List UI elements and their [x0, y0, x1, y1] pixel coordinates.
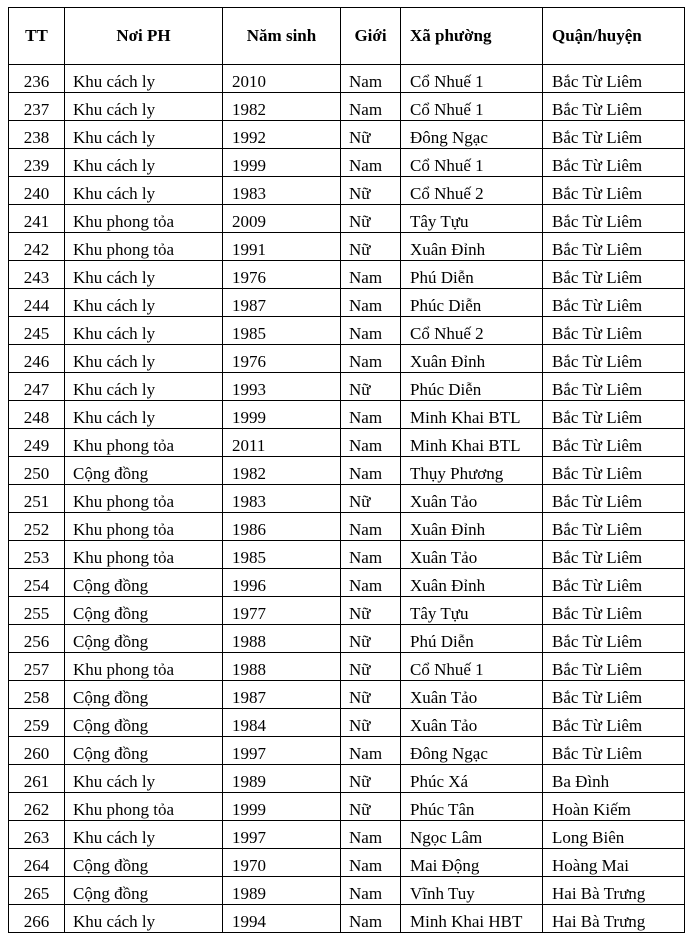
cell-year: 1976	[223, 345, 341, 373]
cell-place: Khu cách ly	[65, 373, 223, 401]
cell-ward: Phúc Diễn	[401, 289, 543, 317]
cell-place: Khu cách ly	[65, 261, 223, 289]
cell-place: Khu cách ly	[65, 177, 223, 205]
cell-gender: Nữ	[341, 373, 401, 401]
cell-year: 2011	[223, 429, 341, 457]
cell-place: Khu cách ly	[65, 345, 223, 373]
cell-place: Khu phong tỏa	[65, 485, 223, 513]
cell-ward: Xuân Tảo	[401, 709, 543, 737]
cell-tt: 250	[9, 457, 65, 485]
cell-tt: 261	[9, 765, 65, 793]
cell-year: 1970	[223, 849, 341, 877]
cell-district: Bắc Từ Liêm	[543, 289, 685, 317]
cell-year: 1992	[223, 121, 341, 149]
cell-gender: Nữ	[341, 597, 401, 625]
cell-ward: Phúc Tân	[401, 793, 543, 821]
table-row	[9, 93, 685, 121]
cell-ward: Đông Ngạc	[401, 121, 543, 149]
cell-gender: Nữ	[341, 233, 401, 261]
cell-district: Bắc Từ Liêm	[543, 681, 685, 709]
cell-gender: Nam	[341, 93, 401, 121]
cell-place: Khu phong tỏa	[65, 429, 223, 457]
cell-tt: 252	[9, 513, 65, 541]
table-row	[9, 569, 685, 597]
cell-year: 1996	[223, 569, 341, 597]
cell-year: 1997	[223, 737, 341, 765]
cell-tt: 238	[9, 121, 65, 149]
cell-place: Cộng đồng	[65, 737, 223, 765]
header-gender: Giới	[341, 8, 401, 65]
cell-ward: Phú Diễn	[401, 625, 543, 653]
cell-year: 1989	[223, 877, 341, 905]
cell-gender: Nam	[341, 821, 401, 849]
cell-district: Bắc Từ Liêm	[543, 149, 685, 177]
table-row	[9, 765, 685, 793]
cell-tt: 244	[9, 289, 65, 317]
cell-place: Cộng đồng	[65, 849, 223, 877]
table-row	[9, 709, 685, 737]
cell-tt: 260	[9, 737, 65, 765]
cell-year: 1985	[223, 541, 341, 569]
cell-tt: 262	[9, 793, 65, 821]
cell-gender: Nam	[341, 149, 401, 177]
table-row	[9, 905, 685, 933]
cell-gender: Nữ	[341, 709, 401, 737]
cell-district: Bắc Từ Liêm	[543, 541, 685, 569]
table-row	[9, 653, 685, 681]
cell-place: Khu cách ly	[65, 149, 223, 177]
cell-gender: Nam	[341, 737, 401, 765]
cell-tt: 255	[9, 597, 65, 625]
cell-gender: Nam	[341, 429, 401, 457]
cell-gender: Nữ	[341, 121, 401, 149]
cell-district: Bắc Từ Liêm	[543, 625, 685, 653]
table-row	[9, 261, 685, 289]
cell-district: Hai Bà Trưng	[543, 877, 685, 905]
cell-tt: 245	[9, 317, 65, 345]
cell-ward: Cổ Nhuế 2	[401, 177, 543, 205]
table-row	[9, 149, 685, 177]
cell-district: Bắc Từ Liêm	[543, 513, 685, 541]
cell-gender: Nữ	[341, 793, 401, 821]
cell-gender: Nữ	[341, 485, 401, 513]
cell-tt: 251	[9, 485, 65, 513]
cell-year: 1977	[223, 597, 341, 625]
table-row	[9, 401, 685, 429]
table-row	[9, 429, 685, 457]
cell-ward: Tây Tựu	[401, 597, 543, 625]
cell-place: Khu phong tỏa	[65, 205, 223, 233]
cell-place: Cộng đồng	[65, 597, 223, 625]
cell-place: Cộng đồng	[65, 709, 223, 737]
table-row	[9, 821, 685, 849]
cell-district: Long Biên	[543, 821, 685, 849]
cell-place: Khu cách ly	[65, 905, 223, 933]
cell-tt: 246	[9, 345, 65, 373]
table-row	[9, 233, 685, 261]
table-header	[9, 8, 685, 65]
header-tt: TT	[9, 8, 65, 65]
cell-gender: Nữ	[341, 625, 401, 653]
cell-district: Bắc Từ Liêm	[543, 345, 685, 373]
cell-district: Bắc Từ Liêm	[543, 457, 685, 485]
cell-place: Khu phong tỏa	[65, 233, 223, 261]
cell-gender: Nam	[341, 877, 401, 905]
cell-gender: Nữ	[341, 205, 401, 233]
cell-gender: Nam	[341, 569, 401, 597]
cell-district: Bắc Từ Liêm	[543, 429, 685, 457]
cell-tt: 264	[9, 849, 65, 877]
cell-district: Bắc Từ Liêm	[543, 597, 685, 625]
cell-year: 1989	[223, 765, 341, 793]
cell-district: Hoàng Mai	[543, 849, 685, 877]
cell-place: Khu cách ly	[65, 93, 223, 121]
cell-year: 1987	[223, 289, 341, 317]
cell-tt: 254	[9, 569, 65, 597]
cell-gender: Nữ	[341, 177, 401, 205]
cell-tt: 266	[9, 905, 65, 933]
cell-ward: Xuân Đỉnh	[401, 569, 543, 597]
cell-district: Bắc Từ Liêm	[543, 709, 685, 737]
case-table	[8, 7, 685, 933]
cell-ward: Phú Diễn	[401, 261, 543, 289]
table-row	[9, 289, 685, 317]
cell-year: 1997	[223, 821, 341, 849]
cell-year: 2009	[223, 205, 341, 233]
cell-ward: Cổ Nhuế 2	[401, 317, 543, 345]
cell-ward: Cổ Nhuế 1	[401, 653, 543, 681]
table-row	[9, 737, 685, 765]
table-row	[9, 793, 685, 821]
cell-ward: Cổ Nhuế 1	[401, 149, 543, 177]
header-row	[9, 8, 685, 65]
cell-place: Khu cách ly	[65, 65, 223, 93]
cell-year: 1999	[223, 149, 341, 177]
cell-place: Khu cách ly	[65, 821, 223, 849]
cell-place: Khu phong tỏa	[65, 653, 223, 681]
cell-year: 1982	[223, 93, 341, 121]
table-body	[9, 65, 685, 933]
cell-place: Cộng đồng	[65, 877, 223, 905]
cell-district: Bắc Từ Liêm	[543, 205, 685, 233]
cell-ward: Xuân Tảo	[401, 541, 543, 569]
table-row	[9, 597, 685, 625]
cell-ward: Xuân Đỉnh	[401, 345, 543, 373]
cell-tt: 265	[9, 877, 65, 905]
cell-place: Khu phong tỏa	[65, 541, 223, 569]
cell-tt: 256	[9, 625, 65, 653]
table-row	[9, 625, 685, 653]
cell-district: Ba Đình	[543, 765, 685, 793]
cell-gender: Nam	[341, 345, 401, 373]
cell-place: Khu cách ly	[65, 121, 223, 149]
cell-place: Cộng đồng	[65, 681, 223, 709]
table-row	[9, 849, 685, 877]
cell-year: 1982	[223, 457, 341, 485]
table-row	[9, 345, 685, 373]
table-row	[9, 513, 685, 541]
cell-district: Bắc Từ Liêm	[543, 653, 685, 681]
cell-tt: 259	[9, 709, 65, 737]
header-ward: Xã phường	[401, 8, 543, 65]
cell-tt: 242	[9, 233, 65, 261]
cell-district: Bắc Từ Liêm	[543, 261, 685, 289]
cell-year: 1983	[223, 485, 341, 513]
cell-ward: Xuân Đỉnh	[401, 233, 543, 261]
cell-district: Bắc Từ Liêm	[543, 737, 685, 765]
cell-year: 1991	[223, 233, 341, 261]
cell-ward: Phúc Diễn	[401, 373, 543, 401]
cell-ward: Tây Tựu	[401, 205, 543, 233]
cell-tt: 249	[9, 429, 65, 457]
cell-gender: Nam	[341, 289, 401, 317]
cell-gender: Nam	[341, 65, 401, 93]
cell-tt: 241	[9, 205, 65, 233]
cell-gender: Nam	[341, 905, 401, 933]
cell-tt: 240	[9, 177, 65, 205]
cell-year: 1983	[223, 177, 341, 205]
cell-year: 1999	[223, 401, 341, 429]
cell-ward: Phúc Xá	[401, 765, 543, 793]
cell-gender: Nam	[341, 849, 401, 877]
cell-ward: Xuân Đỉnh	[401, 513, 543, 541]
cell-tt: 263	[9, 821, 65, 849]
cell-gender: Nữ	[341, 681, 401, 709]
cell-ward: Minh Khai BTL	[401, 429, 543, 457]
cell-ward: Minh Khai HBT	[401, 905, 543, 933]
cell-district: Bắc Từ Liêm	[543, 121, 685, 149]
cell-gender: Nữ	[341, 653, 401, 681]
cell-gender: Nam	[341, 317, 401, 345]
cell-gender: Nam	[341, 261, 401, 289]
cell-year: 1994	[223, 905, 341, 933]
cell-district: Bắc Từ Liêm	[543, 373, 685, 401]
cell-ward: Thụy Phương	[401, 457, 543, 485]
cell-place: Cộng đồng	[65, 457, 223, 485]
table-row	[9, 541, 685, 569]
cell-district: Bắc Từ Liêm	[543, 401, 685, 429]
cell-tt: 257	[9, 653, 65, 681]
cell-tt: 253	[9, 541, 65, 569]
cell-tt: 258	[9, 681, 65, 709]
table-row	[9, 121, 685, 149]
table-row	[9, 317, 685, 345]
table-row	[9, 205, 685, 233]
cell-district: Bắc Từ Liêm	[543, 177, 685, 205]
table-row	[9, 177, 685, 205]
cell-year: 1976	[223, 261, 341, 289]
cell-tt: 243	[9, 261, 65, 289]
cell-place: Khu cách ly	[65, 401, 223, 429]
cell-district: Bắc Từ Liêm	[543, 93, 685, 121]
cell-ward: Xuân Tảo	[401, 485, 543, 513]
cell-gender: Nam	[341, 541, 401, 569]
cell-gender: Nam	[341, 513, 401, 541]
cell-year: 1987	[223, 681, 341, 709]
table-row	[9, 65, 685, 93]
cell-tt: 248	[9, 401, 65, 429]
table-row	[9, 877, 685, 905]
cell-district: Hai Bà Trưng	[543, 905, 685, 933]
cell-gender: Nam	[341, 401, 401, 429]
table-row	[9, 485, 685, 513]
cell-place: Khu phong tỏa	[65, 513, 223, 541]
header-year: Năm sinh	[223, 8, 341, 65]
cell-ward: Vĩnh Tuy	[401, 877, 543, 905]
cell-place: Cộng đồng	[65, 569, 223, 597]
cell-year: 1986	[223, 513, 341, 541]
cell-ward: Cổ Nhuế 1	[401, 93, 543, 121]
cell-tt: 239	[9, 149, 65, 177]
cell-place: Khu cách ly	[65, 289, 223, 317]
cell-ward: Đông Ngạc	[401, 737, 543, 765]
header-district: Quận/huyện	[543, 8, 685, 65]
cell-tt: 237	[9, 93, 65, 121]
cell-gender: Nữ	[341, 765, 401, 793]
header-place: Nơi PH	[65, 8, 223, 65]
cell-place: Khu cách ly	[65, 317, 223, 345]
cell-year: 1993	[223, 373, 341, 401]
cell-gender: Nam	[341, 457, 401, 485]
cell-tt: 247	[9, 373, 65, 401]
cell-ward: Ngọc Lâm	[401, 821, 543, 849]
cell-district: Bắc Từ Liêm	[543, 233, 685, 261]
cell-year: 2010	[223, 65, 341, 93]
table-row	[9, 373, 685, 401]
cell-tt: 236	[9, 65, 65, 93]
cell-ward: Xuân Tảo	[401, 681, 543, 709]
cell-district: Bắc Từ Liêm	[543, 65, 685, 93]
cell-district: Hoàn Kiếm	[543, 793, 685, 821]
cell-year: 1985	[223, 317, 341, 345]
cell-place: Cộng đồng	[65, 625, 223, 653]
cell-district: Bắc Từ Liêm	[543, 569, 685, 597]
cell-year: 1999	[223, 793, 341, 821]
cell-district: Bắc Từ Liêm	[543, 485, 685, 513]
cell-year: 1984	[223, 709, 341, 737]
cell-district: Bắc Từ Liêm	[543, 317, 685, 345]
cell-place: Khu phong tỏa	[65, 793, 223, 821]
cell-year: 1988	[223, 625, 341, 653]
cell-ward: Mai Động	[401, 849, 543, 877]
cell-year: 1988	[223, 653, 341, 681]
cell-place: Khu cách ly	[65, 765, 223, 793]
table-row	[9, 681, 685, 709]
cell-ward: Minh Khai BTL	[401, 401, 543, 429]
table-row	[9, 457, 685, 485]
cell-ward: Cổ Nhuế 1	[401, 65, 543, 93]
